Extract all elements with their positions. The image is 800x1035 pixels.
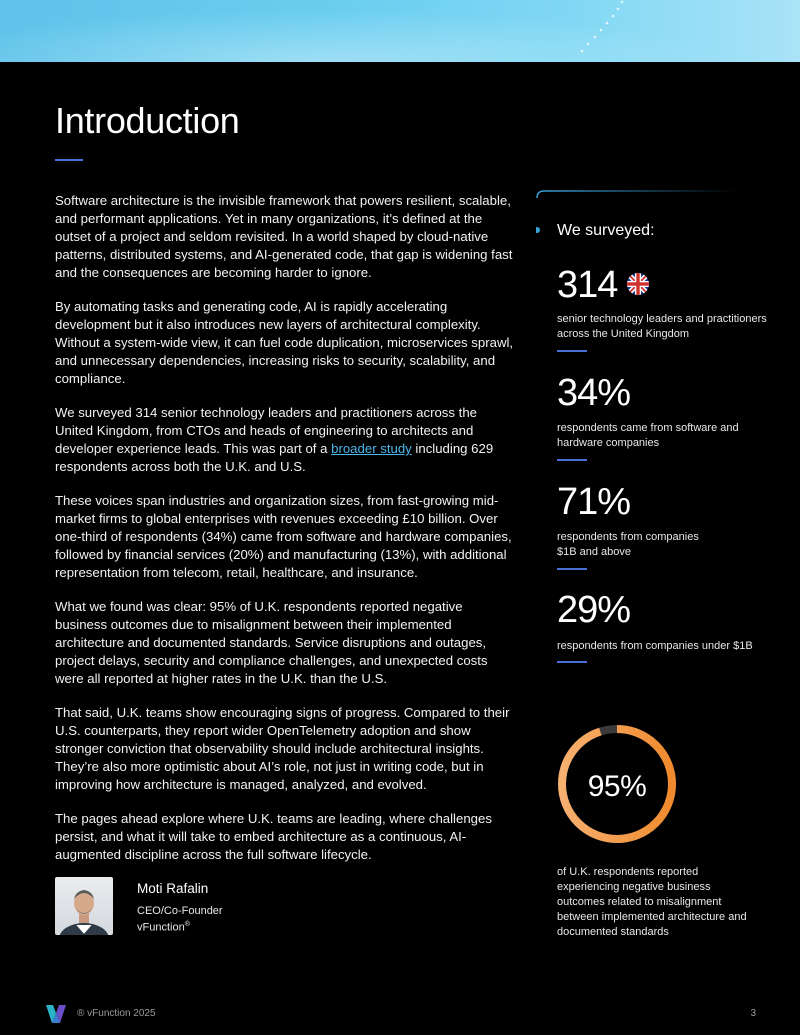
paragraph-4: These voices span industries and organization sizes, from fast-growing mid-market firms to global enterprises with revenues exceeding £10 billion. Over one-third of respondents (34%) came from software and hardware companies, followed by financial services (20%) and manufacturing (13%), with additional representation from telecom, retail, healthcare, and insurance. [55, 493, 512, 580]
footer-copyright: ® vFunction 2025 [77, 1008, 156, 1019]
paragraph-3 [55, 404, 515, 476]
paragraph-3-end: including 629 respondents across both the U.K. and U.S. [55, 441, 494, 474]
stat-29-value: 29% [557, 589, 631, 631]
stat-34-value: 34% [557, 372, 631, 414]
top-banner [0, 0, 800, 62]
stat-divider [557, 350, 587, 352]
stat-divider [557, 661, 587, 663]
page-title: Introduction [55, 100, 240, 141]
page-number: 3 [750, 1008, 756, 1019]
stat-314-desc: senior technology leaders and practitioners across the United Kingdom [557, 313, 767, 340]
stat-71-value: 71% [557, 481, 631, 523]
stat-divider [557, 568, 587, 570]
author-photo-icon [55, 877, 113, 935]
paragraph-1: Software architecture is the invisible framework that powers resilient, scalable, and performant applications. Yet in many organizations, it’s defined at the outset of a project and seldom revisited. In a world shaped by cloud-native patterns, distributed systems, and AI-generated code, that gap is widening fast and the consequences are becoming harder to ignore. [55, 193, 513, 280]
intro-body [55, 192, 515, 880]
title-underline [55, 159, 83, 161]
author-company: vFunction® [137, 921, 190, 934]
author-title: CEO/Co-Founder [137, 905, 223, 917]
stat-divider [557, 459, 587, 461]
stat-71-desc: respondents from companies $1B and above [557, 531, 699, 558]
stat-314-value: 314 [557, 264, 618, 306]
paragraph-6: That said, U.K. teams show encouraging signs of progress. Compared to their U.S. counterparts, they report wider OpenTelemetry adoption and show stronger conviction that observability should include architectural insights. They’re also more optimistic about AI’s role, not just in writing code, but in improving how architecture is managed, analyzed, and evolved. [55, 705, 510, 792]
donut-value-label: 95% [587, 770, 647, 803]
stat-29-desc: respondents from companies under $1B [557, 640, 753, 652]
stat-34-desc: respondents came from software and hardware companies [557, 422, 739, 449]
banner-dots-decoration [560, 0, 800, 62]
author-name: Moti Rafalin [137, 881, 209, 896]
paragraph-2: By automating tasks and generating code, AI is rapidly accelerating development but it also introduces new layers of architectural complexity. Without a system-wide view, it can fuel code duplication, microservices sprawl, and unnecessary dependencies, increasing risks to security, scalability, and compliance. [55, 299, 514, 386]
paragraph-5: What we found was clear: 95% of U.K. respondents reported negative business outcomes due to misalignment between their implemented architecture and documented standards. Service disruptions and outages, project delays, security and compliance challenges, and unexpected costs were all reported at higher rates in the U.K. than the U.S. [55, 599, 488, 686]
broader-study-link[interactable]: broader study [331, 441, 412, 456]
uk-flag-icon [626, 272, 650, 296]
survey-heading: We surveyed: [557, 222, 655, 239]
paragraph-7: The pages ahead explore where U.K. teams are leading, where challenges persist, and what it will take to embed architecture as a continuous, AI-augmented discipline across the full software lifecycle. [55, 811, 492, 862]
avatar [55, 877, 113, 935]
paragraph-3-start: We surveyed 314 senior technology leaders and practitioners across the United Kingdom, from CTOs and heads of engineering to architects and developer experience leads. This was part of a [55, 405, 477, 456]
donut-desc: of U.K. respondents reported experiencing negative business outcomes related to misalignment between implemented architecture and documented standards [557, 866, 747, 938]
author-role [137, 904, 223, 935]
author-block [55, 877, 355, 937]
vfunction-logo-icon [46, 1005, 66, 1023]
